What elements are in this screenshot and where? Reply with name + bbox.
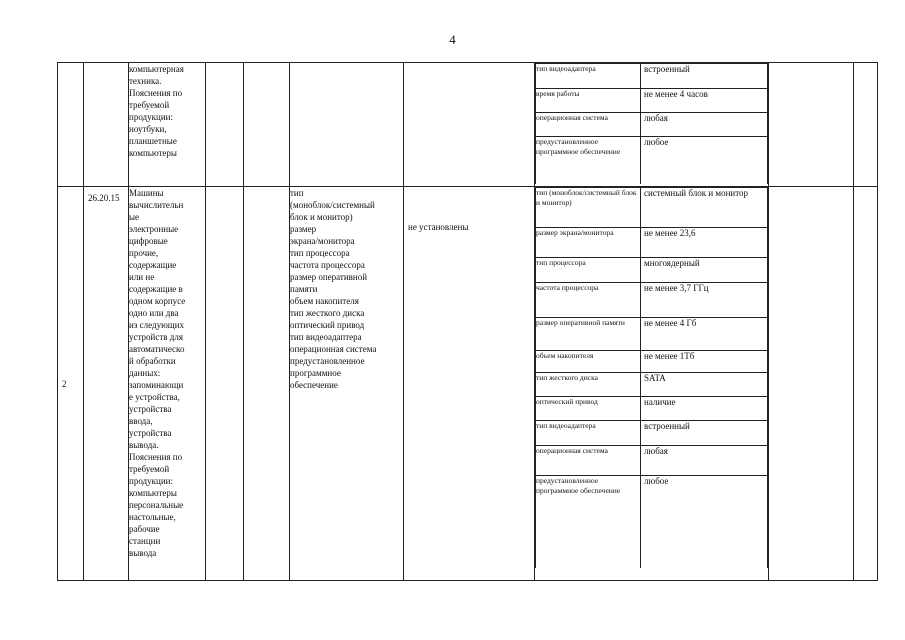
text-line: планшетные	[129, 136, 177, 146]
text-line: тип	[290, 188, 304, 198]
spec-characteristic: предустановленное программное обеспечение	[536, 137, 641, 184]
specs-cell	[535, 187, 769, 581]
text-line: техника.	[129, 76, 162, 86]
spec-value: многоядерный	[641, 258, 768, 283]
requirements-cell: не установлены	[404, 187, 535, 581]
table-row	[58, 187, 878, 581]
spec-row	[536, 113, 768, 137]
text-line: вычислительн	[129, 200, 184, 210]
text-line: Машины	[129, 188, 164, 198]
text-line: размер оперативной	[290, 272, 368, 282]
text-line: станции	[129, 536, 161, 546]
text-line: требуемой	[129, 100, 170, 110]
spec-row	[536, 188, 768, 228]
text-line: содержащие	[129, 260, 177, 270]
text-line: автоматическо	[129, 344, 185, 354]
spec-characteristic: операционная система	[536, 446, 641, 476]
text-line: вывода	[129, 548, 157, 558]
spec-row	[536, 476, 768, 568]
spec-value: не менее 4 Гб	[641, 318, 768, 351]
text-line: вывода.	[129, 440, 159, 450]
table-row	[58, 63, 878, 187]
unit-name-cell	[244, 63, 290, 187]
text-line: персональные	[129, 500, 184, 510]
spec-row	[536, 373, 768, 397]
text-line: размер	[290, 224, 317, 234]
page-number: 4	[449, 32, 456, 47]
text-line: данных:	[129, 368, 161, 378]
product-name-text	[129, 187, 205, 559]
characteristics-text	[290, 187, 403, 391]
spec-characteristic: тип жесткого диска	[536, 373, 641, 397]
specs-subtable	[535, 187, 768, 568]
text-line: устройства	[129, 404, 172, 414]
text-line: тип жесткого диска	[290, 308, 365, 318]
justification-cell	[769, 63, 854, 187]
text-line: операционная система	[290, 344, 377, 354]
spec-row	[536, 283, 768, 318]
spec-characteristic: размер экрана/монитора	[536, 228, 641, 258]
text-line: ноутбуки,	[129, 124, 167, 134]
text-line: одном корпусе	[129, 296, 186, 306]
number-cell: 2	[58, 187, 84, 581]
text-line: памяти	[290, 284, 318, 294]
unit-name-cell	[244, 187, 290, 581]
spec-value: системный блок и монитор	[641, 188, 768, 228]
number-cell	[58, 63, 84, 187]
specs-cell	[535, 63, 769, 187]
spec-value: не менее 3,7 ГГц	[641, 283, 768, 318]
text-line: обеспечение	[290, 380, 338, 390]
text-line: й обработки	[129, 356, 176, 366]
spec-row	[536, 318, 768, 351]
spec-value: любая	[641, 113, 768, 137]
spec-characteristic: время работы	[536, 89, 641, 113]
text-line: компьютеры	[129, 148, 177, 158]
spec-value: не менее 1Тб	[641, 351, 768, 373]
spec-row	[536, 446, 768, 476]
spec-value: встроенный	[641, 64, 768, 89]
spec-row	[536, 421, 768, 446]
text-line: продукции:	[129, 476, 173, 486]
specification-table	[57, 62, 878, 581]
text-line: запоминающи	[129, 380, 184, 390]
code-cell	[84, 63, 129, 187]
spec-characteristic: объем накопителя	[536, 351, 641, 373]
text-line: тип видеоадаптера	[290, 332, 362, 342]
text-line: экрана/монитора	[290, 236, 355, 246]
spec-characteristic: операционная система	[536, 113, 641, 137]
text-line: ввода,	[129, 416, 153, 426]
spec-value: встроенный	[641, 421, 768, 446]
spec-row	[536, 137, 768, 184]
text-line: компьютеры	[129, 488, 177, 498]
spec-characteristic: тип (моноблок/системный блок и монитор)	[536, 188, 641, 228]
code-cell: 26.20.15	[84, 187, 129, 581]
text-line: программное	[290, 368, 341, 378]
spec-characteristic: частота процессора	[536, 283, 641, 318]
product-name-cell	[129, 63, 206, 187]
justification-cell	[769, 187, 854, 581]
text-line: (моноблок/системный	[290, 200, 375, 210]
spec-value: не менее 4 часов	[641, 89, 768, 113]
product-name-text	[129, 63, 205, 159]
spec-characteristic: тип видеоадаптера	[536, 64, 641, 89]
spec-value: любое	[641, 137, 768, 184]
text-line: устройства	[129, 428, 172, 438]
text-line: одно или два	[129, 308, 179, 318]
text-line: или не	[129, 272, 155, 282]
spec-characteristic: тип процессора	[536, 258, 641, 283]
characteristics-cell	[290, 187, 404, 581]
spec-characteristic: тип видеоадаптера	[536, 421, 641, 446]
extra-cell	[854, 63, 878, 187]
text-line: продукции:	[129, 112, 173, 122]
spec-value: наличие	[641, 397, 768, 421]
text-line: Пояснения по	[129, 452, 183, 462]
requirements-cell	[404, 63, 535, 187]
spec-value: любое	[641, 476, 768, 568]
text-line: ые	[129, 212, 140, 222]
spec-value: любая	[641, 446, 768, 476]
spec-row	[536, 64, 768, 89]
product-name-cell	[129, 187, 206, 581]
text-line: блок и монитор)	[290, 212, 353, 222]
spec-characteristic: предустановленное программное обеспечение	[536, 476, 641, 568]
text-line: требуемой	[129, 464, 170, 474]
text-line: частота процессора	[290, 260, 365, 270]
spec-row	[536, 397, 768, 421]
text-line: цифровые	[129, 236, 168, 246]
unit-cell	[206, 63, 244, 187]
text-line: оптический привод	[290, 320, 365, 330]
text-line: настольные,	[129, 512, 176, 522]
spec-row	[536, 351, 768, 373]
spec-row	[536, 89, 768, 113]
text-line: электронные	[129, 224, 179, 234]
text-line: е устройства,	[129, 392, 180, 402]
spec-value: SATA	[641, 373, 768, 397]
text-line: устройств для	[129, 332, 183, 342]
text-line: объем накопителя	[290, 296, 359, 306]
extra-cell	[854, 187, 878, 581]
text-line: компьютерная	[129, 64, 184, 74]
text-line: из следующих	[129, 320, 185, 330]
text-line: тип процессора	[290, 248, 350, 258]
text-line: предустановленное	[290, 356, 365, 366]
spec-value: не менее 23,6	[641, 228, 768, 258]
spec-characteristic: размер оперативной памяти	[536, 318, 641, 351]
specs-subtable	[535, 63, 768, 184]
spec-characteristic: оптический привод	[536, 397, 641, 421]
text-line: содержащие в	[129, 284, 183, 294]
text-line: рабочие	[129, 524, 160, 534]
text-line: прочие,	[129, 248, 159, 258]
spec-row	[536, 258, 768, 283]
characteristics-cell	[290, 63, 404, 187]
spec-row	[536, 228, 768, 258]
unit-cell	[206, 187, 244, 581]
text-line: Пояснения по	[129, 88, 183, 98]
